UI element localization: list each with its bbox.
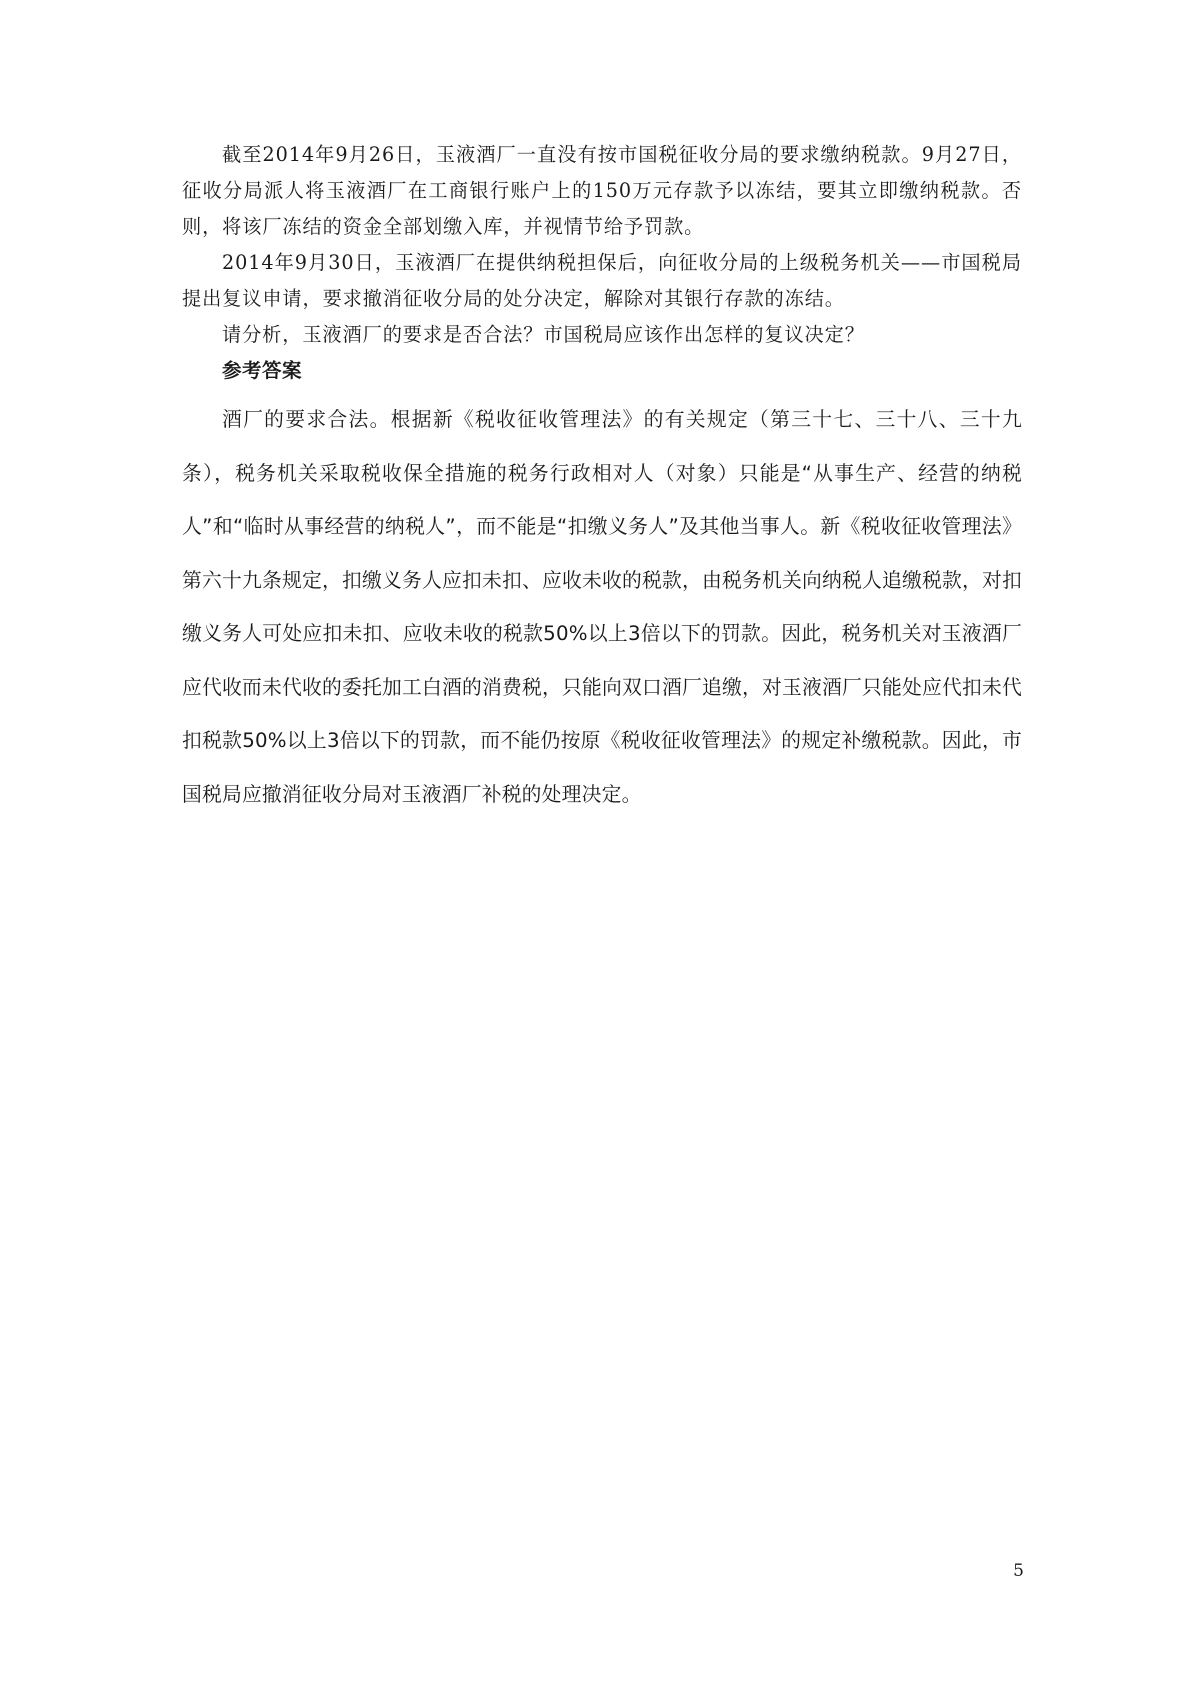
case-paragraph-1: 截至2014年9月26日，玉液酒厂一直没有按市国税征收分局的要求缴纳税款。9月27日，征收分局派人将玉液酒厂在工商银行账户上的150万元存款予以冻结，要其立即缴纳税款。否则，将该厂冻结的资金全部划缴入库，并视情节给予罚款。 <box>182 143 1022 238</box>
case-question: 请分析，玉液酒厂的要求是否合法？市国税局应该作出怎样的复议决定？ <box>222 323 865 346</box>
page-content <box>182 137 1022 821</box>
case-paragraph-2: 2014年9月30日，玉液酒厂在提供纳税担保后，向征收分局的上级税务机关——市国税局提出复议申请，要求撤消征收分局的处分决定，解除对其银行存款的冻结。 <box>182 251 1022 310</box>
answer-heading: 参考答案 <box>222 359 303 382</box>
answer-paragraph: 酒厂的要求合法。根据新《税收征收管理法》的有关规定（第三十七、三十八、三十九条），税务机关采取税收保全措施的税务行政相对人（对象）只能是“从事生产、经营的纳税人”和“临时从事经营的纳税人”，而不能是“扣缴义务人”及其他当事人。新《税收征收管理法》第六十九条规定，扣缴义务人应扣未扣、应收未收的税款，由税务机关向纳税人追缴税款，对扣缴义务人可处应扣未扣、应收未收的税款50%以上3倍以下的罚款。因此，税务机关对玉液酒厂应代收而未代收的委托加工白酒的消费税，只能向双口酒厂追缴，对玉液酒厂只能处应代扣未代扣税款50%以上3倍以下的罚款，而不能仍按原《税收征收管理法》的规定补缴税款。因此，市国税局应撤消征收分局对玉液酒厂补税的处理决定。 <box>182 408 1022 806</box>
page-number: 5 <box>1013 1561 1024 1581</box>
